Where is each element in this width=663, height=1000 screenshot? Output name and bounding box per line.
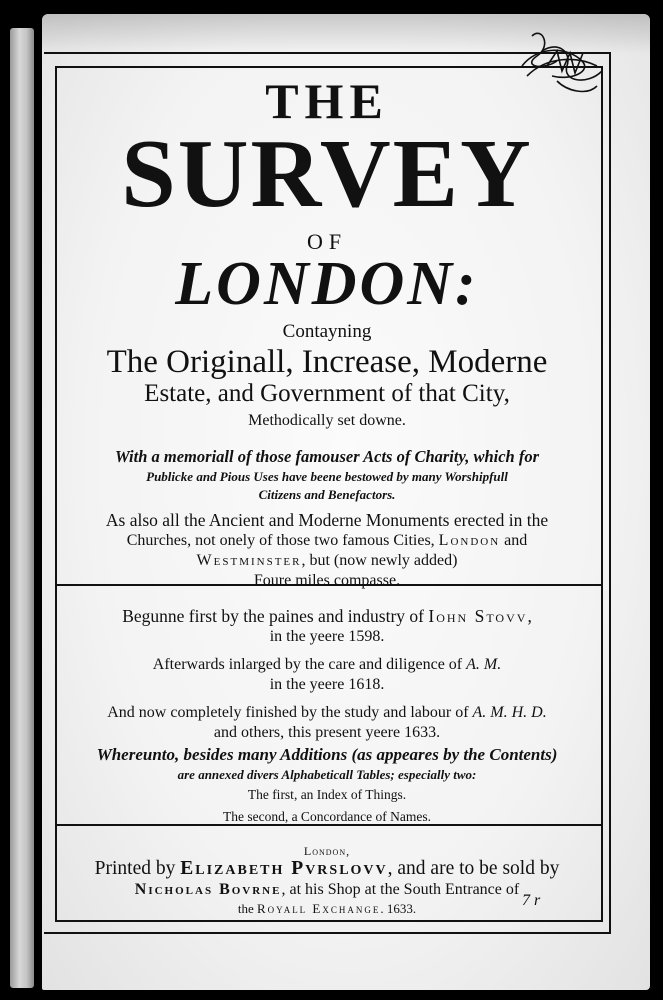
author-stow: Iohn Stovv <box>428 606 528 626</box>
additions-section <box>57 744 597 828</box>
index-of-things: The first, an Index of Things. <box>247 787 407 802</box>
text: Churches, not onely of those two famous Cities, <box>126 532 439 549</box>
imprint-place: London, <box>303 844 351 858</box>
monuments-line-2 <box>57 531 597 551</box>
spacer <box>57 647 597 655</box>
royal-exchange: Royall Exchange <box>257 901 381 916</box>
monuments-paragraph <box>57 509 597 591</box>
memorial-line-2: Publicke and Pious Uses have beene bestowed by many Worshipfull <box>146 469 508 484</box>
imprint-seller-line <box>57 880 597 900</box>
title-survey: SURVEY <box>121 120 533 228</box>
begun-line <box>57 606 597 627</box>
memorial-line-3: Citizens and Benefactors. <box>258 487 396 502</box>
additions-line-2: are annexed divers Alphabeticall Tables; especially two: <box>177 767 477 782</box>
enlarged-year: in the yeere 1618. <box>269 676 385 693</box>
facing-page-edge <box>10 28 34 988</box>
subtitle-line-3: Methodically set downe. <box>248 412 406 429</box>
text: and <box>500 532 528 549</box>
author-am-hd: A. M. H. D. <box>472 704 547 721</box>
imprint-location-line <box>57 900 597 917</box>
imprint <box>57 844 597 917</box>
title-the: THE <box>265 73 389 129</box>
monuments-line-3 <box>57 551 597 571</box>
text: , <box>527 606 532 626</box>
enlarged-line <box>57 655 597 675</box>
handwritten-shelfmark: 7 r <box>522 892 541 909</box>
memorial-line-1: With a memoriall of those famouser Acts of Charity, which for <box>115 447 539 466</box>
city-london: London <box>438 532 501 549</box>
title-of: OF <box>306 229 348 254</box>
text: , at his Shop at the South Entrance of <box>281 881 520 898</box>
text: Printed by <box>94 858 181 879</box>
subtitle-contayning: Contayning <box>282 321 372 342</box>
title-page <box>42 14 650 990</box>
text: And now completely finished by the study and labour of <box>107 704 473 721</box>
finished-line <box>57 703 597 723</box>
monuments-line-4: Foure miles compasse. <box>253 572 401 589</box>
memorial-paragraph <box>57 446 597 504</box>
seller-name: Nicholas Bovrne <box>134 881 282 898</box>
city-westminster: Westminster <box>196 552 302 569</box>
additions-line-1: Whereunto, besides many Additions (as appeares by the Contents) <box>96 745 558 764</box>
text: , but (now newly added) <box>301 552 458 569</box>
subtitle-line-2: Estate, and Government of that City, <box>144 380 510 407</box>
imprint-year: . 1633. <box>380 901 417 916</box>
text: Begunne first by the paines and industry of <box>122 606 429 626</box>
monuments-line-1: As also all the Ancient and Moderne Monuments erected in the <box>105 510 549 530</box>
concordance-of-names: The second, a Concordance of Names. <box>222 809 432 824</box>
text: the <box>237 901 258 916</box>
author-am: A. M. <box>466 656 502 673</box>
imprint-printer-line <box>57 858 597 880</box>
title-london: LONDON: <box>175 250 479 318</box>
subtitle-line-1: The Originall, Increase, Moderne <box>106 344 548 380</box>
finished-year: and others, this present yeere 1633. <box>213 724 441 741</box>
begun-year: in the yeere 1598. <box>269 628 385 645</box>
printer-name: Elizabeth Pvrslovv <box>180 858 388 879</box>
authors-section <box>57 606 597 743</box>
text: , and are to be sold by <box>387 858 560 879</box>
text: Afterwards inlarged by the care and diligence of <box>152 656 467 673</box>
spacer <box>57 695 597 703</box>
